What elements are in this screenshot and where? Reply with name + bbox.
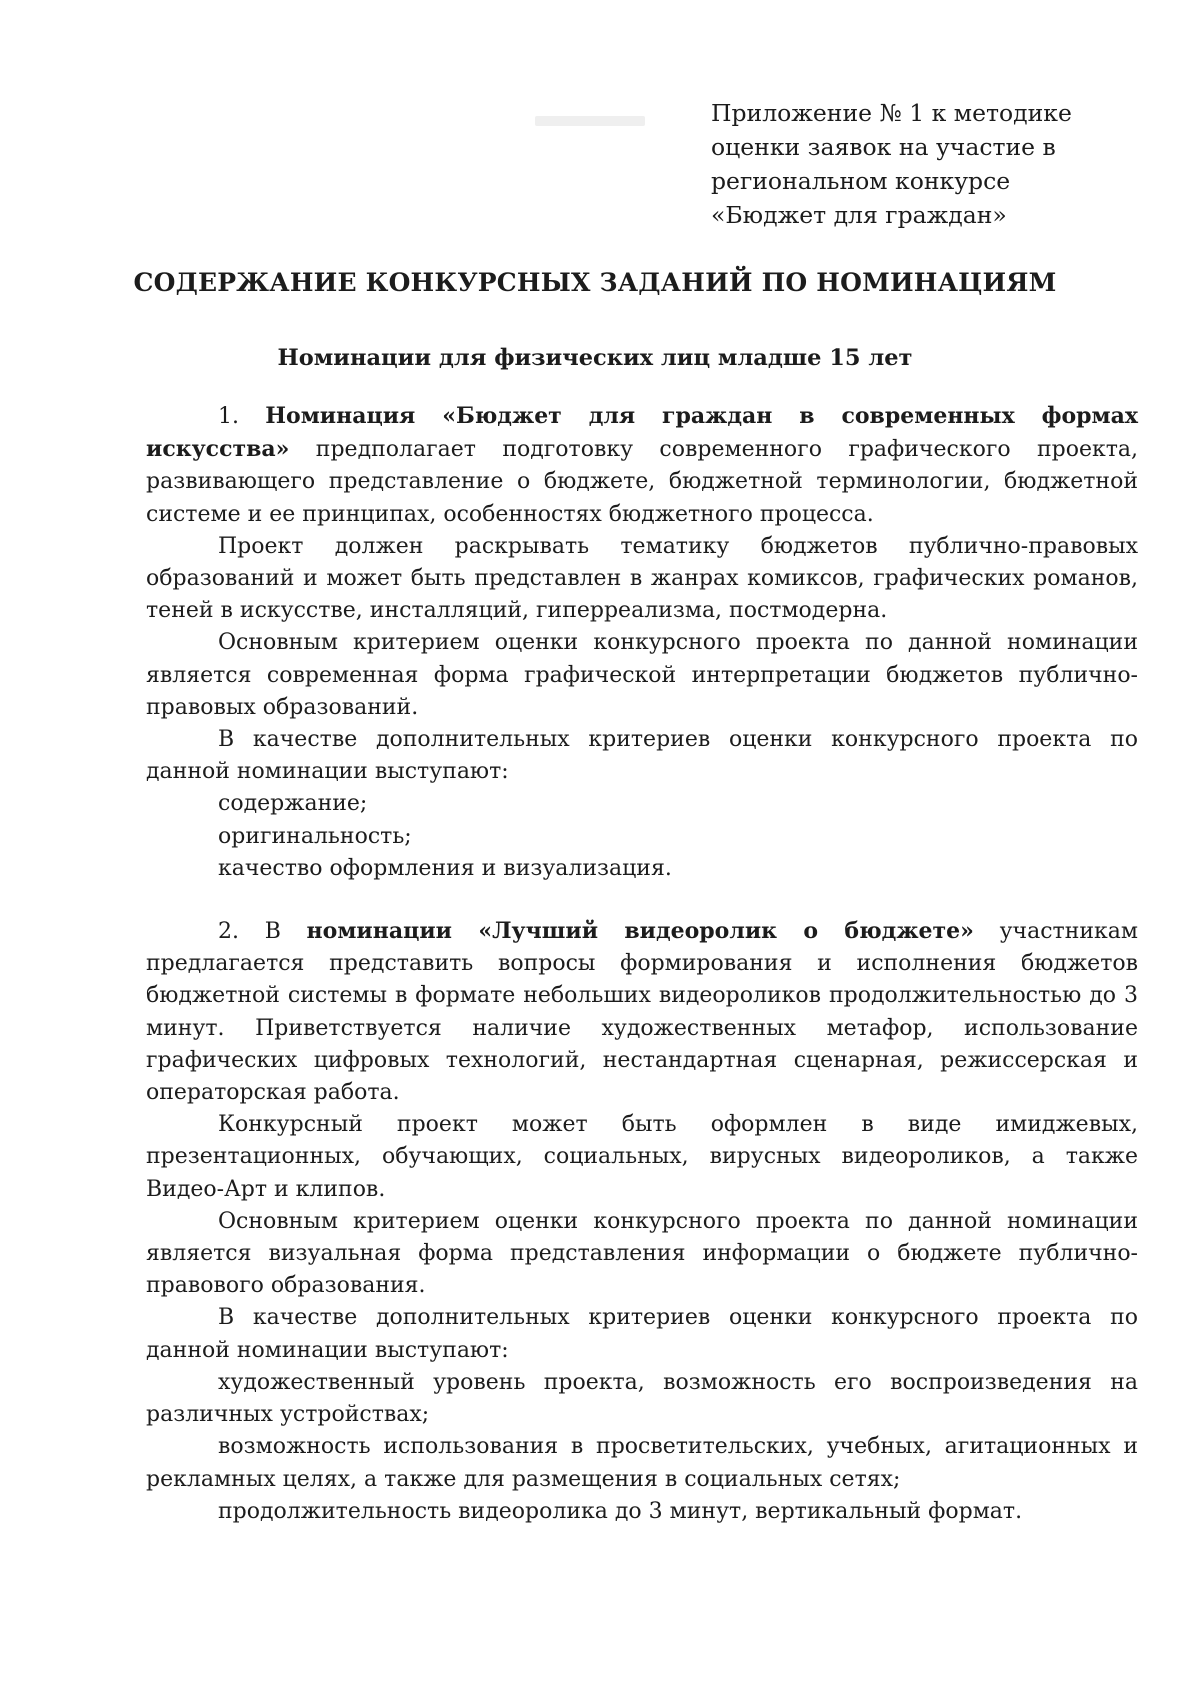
section-2-prefix: В bbox=[264, 919, 281, 945]
appendix-line: региональном конкурсе bbox=[711, 167, 1011, 195]
section-2-criterion: художественный уровень проекта, возможность его воспроизведения на различных устройствах; bbox=[146, 1369, 1138, 1428]
appendix-line: Приложение № 1 к методике bbox=[711, 99, 1072, 127]
appendix-line: «Бюджет для граждан» bbox=[711, 201, 1007, 229]
scan-artifact bbox=[535, 116, 645, 126]
section-2-criterion: продолжительность видеоролика до 3 минут, вертикальный формат. bbox=[218, 1498, 1023, 1524]
section-1-criterion: качество оформления и визуализация. bbox=[218, 855, 672, 881]
section-1-criterion: содержание; bbox=[218, 791, 368, 817]
section-2-paragraph-3: Основным критерием оценки конкурсного проекта по данной номинации является визуальная форма представления информации о бюджете публично-правового образования. bbox=[146, 1208, 1138, 1299]
section-2-text: участникам предлагается представить вопросы формирования и исполнения бюджетов бюджетной системы в формате небольших видеороликов продолжительностью до 3 минут. Приветствуется наличие художественных метафор, использование графических цифровых технологий, нестандартная сценарная, режиссерская и операторская работа. bbox=[146, 919, 1139, 1106]
section-1-paragraph bbox=[146, 400, 1138, 531]
section-1-criterion: оригинальность; bbox=[218, 823, 412, 849]
appendix-note bbox=[711, 96, 1151, 232]
section-2-paragraph-2: Конкурсный проект может быть оформлен в виде имиджевых, презентационных, обучающих, социальных, вирусных видеороликов, а также Видео-Арт и клипов. bbox=[146, 1112, 1138, 1202]
section-1-paragraph-4: В качестве дополнительных критериев оценки конкурсного проекта по данной номинации выступают: bbox=[146, 727, 1138, 785]
section-gap bbox=[146, 885, 1138, 915]
document-subtitle: Номинации для физических лиц младше 15 лет bbox=[277, 345, 913, 371]
section-2-paragraph bbox=[146, 915, 1138, 1109]
section-2-criterion: возможность использования в просветительских, учебных, агитационных и рекламных целях, а также для размещения в социальных сетях; bbox=[146, 1434, 1138, 1492]
section-1-paragraph-3: Основным критерием оценки конкурсного проекта по данной номинации является современная форма графической интерпретации бюджетов публично-правовых образований. bbox=[146, 630, 1138, 720]
section-2-heading: номинации «Лучший видеоролик о бюджете» bbox=[306, 918, 974, 945]
appendix-line: оценки заявок на участие в bbox=[711, 133, 1056, 161]
document-body bbox=[146, 400, 1138, 1528]
section-1-heading: Номинация «Бюджет для граждан в современных формах искусства» bbox=[146, 403, 1138, 463]
section-2-paragraph-4: В качестве дополнительных критериев оценки конкурсного проекта по данной номинации выступают: bbox=[146, 1305, 1138, 1363]
section-1-number: 1. bbox=[218, 404, 239, 429]
section-1-text: предполагает подготовку современного графического проекта, развивающего представление о бюджете, бюджетной терминологии, бюджетной системе и ее принципах, особенностях бюджетного процесса. bbox=[146, 437, 1139, 527]
document-title: СОДЕРЖАНИЕ КОНКУРСНЫХ ЗАДАНИЙ ПО НОМИНАЦИЯМ bbox=[133, 268, 1057, 297]
section-2-number: 2. bbox=[218, 919, 239, 945]
section-1-paragraph-2: Проект должен раскрывать тематику бюджетов публично-правовых образований и может быть представлен в жанрах комиксов, графических романов, теней в искусстве, инсталляций, гиперреализма, постмодерна. bbox=[146, 533, 1138, 624]
